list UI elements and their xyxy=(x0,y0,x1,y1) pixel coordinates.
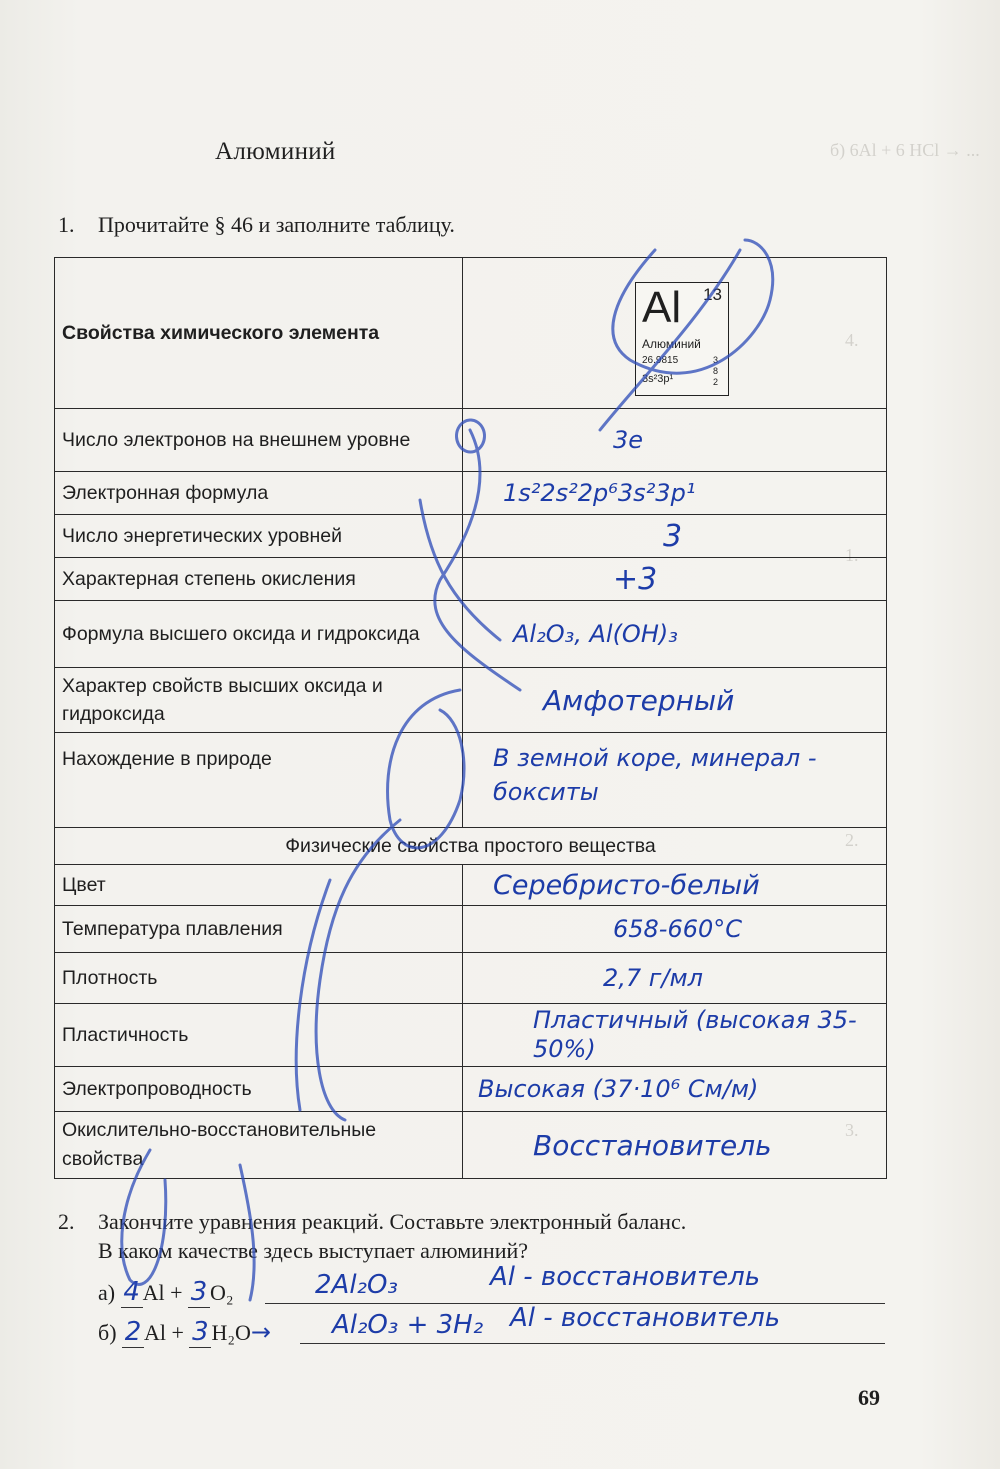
table-row xyxy=(55,258,887,409)
handwritten-role: Al - восстановитель xyxy=(490,1262,761,1292)
row-value: 3 xyxy=(463,515,887,558)
row-label: Окислительно-восстановительные свойства xyxy=(55,1112,463,1179)
table-row xyxy=(55,668,887,733)
table-row xyxy=(55,865,887,906)
element-properties-table xyxy=(54,257,887,1179)
reagent: H₂O xyxy=(211,1320,251,1345)
task-number: 1. xyxy=(58,212,75,237)
table-row xyxy=(55,515,887,558)
handwritten-product: Al₂O₃ + 3H₂ xyxy=(332,1310,484,1340)
shell-distribution xyxy=(713,355,718,388)
element-name: Алюминий xyxy=(642,337,701,351)
row-value: 3e xyxy=(463,409,887,472)
row-value: Пластичный (высокая 35-50%) xyxy=(463,1004,887,1067)
row-value: 2,7 г/мл xyxy=(463,953,887,1004)
shell-count: 2 xyxy=(712,377,718,387)
handwritten-role: Al - восстановитель xyxy=(510,1303,781,1333)
row-value: +3 xyxy=(463,558,887,601)
coefficient-blank xyxy=(122,1317,144,1348)
shell-count: 8 xyxy=(712,366,718,376)
row-value: Al₂O₃, Al(OH)₃ xyxy=(463,601,887,668)
page-title: Алюминий xyxy=(215,138,336,165)
task-1 xyxy=(58,212,455,238)
show-through-text: 2. xyxy=(845,830,859,850)
reagent: Al + xyxy=(144,1320,184,1345)
table-row xyxy=(55,1067,887,1112)
row-value: В земной коре, минерал - бокситы xyxy=(463,733,887,828)
equation-label: б) xyxy=(98,1320,117,1345)
coefficient-blank xyxy=(189,1317,211,1348)
element-symbol: Al xyxy=(642,283,682,332)
row-label: Электронная формула xyxy=(55,472,463,515)
show-through-text: б) 6Al + 6 HCl → ... xyxy=(830,140,980,160)
row-value: 658-660°C xyxy=(463,906,887,953)
equation-label: а) xyxy=(98,1280,116,1305)
shell-count: 3 xyxy=(712,355,718,365)
section-header-physical: Физические свойства простого вещества xyxy=(55,828,887,865)
equation-a xyxy=(98,1277,234,1308)
row-value: Высокая (37·10⁶ См/м) xyxy=(463,1067,887,1112)
task-text: Прочитайте § 46 и заполните таблицу. xyxy=(98,212,455,237)
table-row xyxy=(55,1112,887,1179)
row-label: Цвет xyxy=(55,865,463,906)
row-label: Число энергетических уровней xyxy=(55,515,463,558)
atomic-mass: 26.9815 xyxy=(642,355,679,366)
row-label: Число электронов на внешнем уровне xyxy=(55,409,463,472)
task-2 xyxy=(58,1207,888,1265)
row-value: Амфотерный xyxy=(463,668,887,733)
table-row xyxy=(55,601,887,668)
handwritten-arrow: → xyxy=(250,1318,272,1346)
row-label: Нахождение в природе xyxy=(55,733,463,828)
table-row xyxy=(55,472,887,515)
row-label: Пластичность xyxy=(55,1004,463,1067)
page-number: 69 xyxy=(858,1385,880,1410)
electron-config: 3s²3p¹ xyxy=(642,373,674,385)
row-value: 1s²2s²2p⁶3s²3p¹ xyxy=(463,472,887,515)
coefficient-blank xyxy=(188,1277,210,1308)
handwritten-coefficient: 4 xyxy=(123,1277,140,1307)
row-label: Плотность xyxy=(55,953,463,1004)
section-header-chemical: Свойства химического элемента xyxy=(55,258,463,409)
table-row xyxy=(55,906,887,953)
row-value: Серебристо-белый xyxy=(463,865,887,906)
handwritten-coefficient: 3 xyxy=(192,1317,209,1347)
show-through-text: 3. xyxy=(845,1120,859,1140)
handwritten-coefficient: 3 xyxy=(190,1277,208,1307)
show-through-text: 1. xyxy=(845,545,859,565)
task-text: В каком качестве здесь выступает алюминий? xyxy=(98,1238,529,1263)
equation-b xyxy=(98,1317,271,1348)
table-row xyxy=(55,733,887,828)
handwritten-product: 2Al₂O₃ xyxy=(315,1270,398,1300)
row-label: Температура плавления xyxy=(55,906,463,953)
row-label: Характерная степень окисления xyxy=(55,558,463,601)
row-label: Характер свойств высших оксида и гидроксида xyxy=(55,668,463,733)
table-row xyxy=(55,953,887,1004)
table-row xyxy=(55,1004,887,1067)
coefficient-blank xyxy=(121,1277,143,1308)
show-through-text: 4. xyxy=(845,330,859,350)
reagent: O₂ xyxy=(210,1280,234,1305)
periodic-element-card xyxy=(635,282,729,396)
task-number: 2. xyxy=(58,1209,75,1234)
row-value: Восстановитель xyxy=(463,1112,887,1179)
table-row xyxy=(55,409,887,472)
table-row xyxy=(55,828,887,865)
table-row xyxy=(55,558,887,601)
task-text: Закончите уравнения реакций. Составьте электронный баланс. xyxy=(98,1209,687,1234)
handwritten-coefficient: 2 xyxy=(124,1317,142,1347)
row-label: Электропроводность xyxy=(55,1067,463,1112)
atomic-number: 13 xyxy=(703,285,722,304)
row-label: Формула высшего оксида и гидроксида xyxy=(55,601,463,668)
reagent: Al + xyxy=(142,1280,183,1305)
answer-line xyxy=(300,1343,885,1344)
